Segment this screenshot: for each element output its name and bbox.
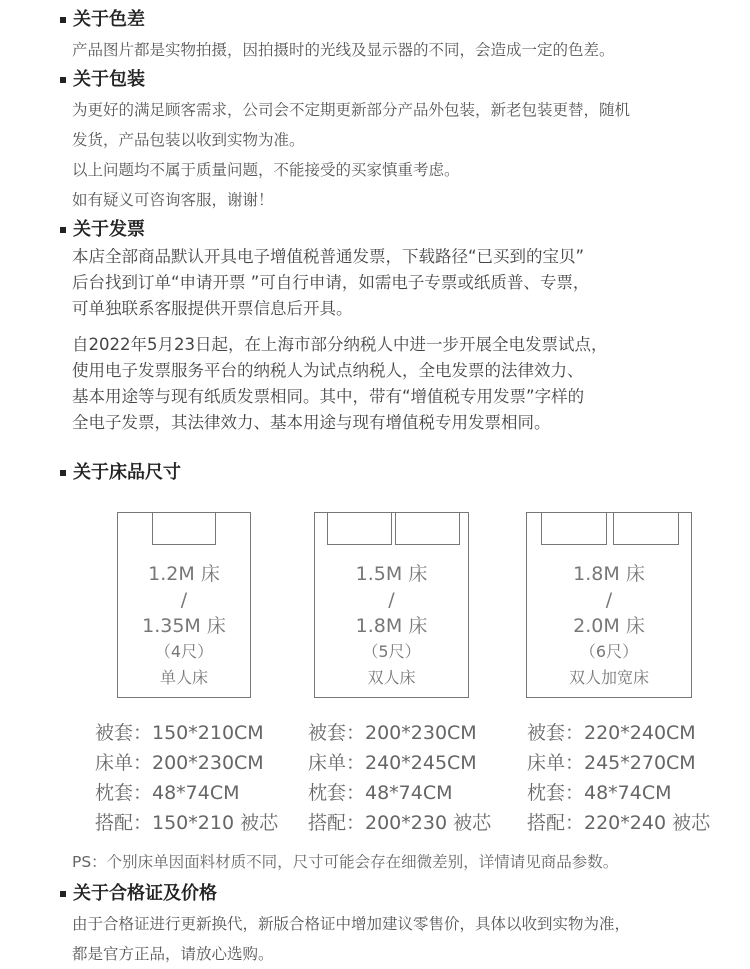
spec-item: 被套：150*210CM	[95, 722, 264, 744]
text-line: 为更好的满足顾客需求，公司会不定期更新部分产品外包装，新老包装更替，随机	[72, 101, 631, 119]
text-line: 由于合格证进行更新换代，新版合格证中增加建议零售价，具体以收到实物为准，	[72, 915, 631, 933]
section-heading	[60, 68, 730, 92]
bed-size: 1.2M 床	[148, 563, 220, 585]
text-line: 产品图片都是实物拍摄，因拍摄时的光线及显示器的不同，会造成一定的色差。	[72, 41, 615, 59]
text-line: 使用电子发票服务平台的纳税人为试点纳税人，全电发票的法律效力、	[72, 361, 584, 380]
section-heading	[60, 218, 730, 242]
pillow-icon	[613, 512, 679, 545]
section-bedding-size	[60, 461, 730, 485]
section-packaging	[60, 68, 730, 215]
spec-item: 被套：220*240CM	[527, 722, 696, 744]
paragraph	[72, 909, 730, 969]
pillow-icon	[395, 512, 460, 545]
text-line: 基本用途等与现有纸质发票相同。其中，带有“增值税专用发票”字样的	[72, 387, 585, 406]
spec-item: 枕套：48*74CM	[95, 782, 240, 804]
bed-diagram-single	[117, 512, 251, 698]
bed-size: 1.35M 床	[142, 615, 226, 637]
text-line: 都是官方正品，请放心选购。	[72, 945, 274, 963]
spec-item: 搭配：150*210 被芯	[95, 812, 279, 834]
bed-separator: /	[605, 589, 613, 611]
bed-chi: （5尺）	[362, 642, 421, 661]
spec-item: 床单：200*230CM	[95, 752, 264, 774]
bed-type: 双人床	[367, 668, 416, 687]
bed-size: 2.0M 床	[573, 615, 645, 637]
bed-label	[315, 561, 468, 691]
paragraph	[72, 332, 730, 436]
heading-text: 关于发票	[73, 219, 145, 240]
text-line: 后台找到订单“申请开票 ”可自行申请，如需电子专票或纸质普、专票，	[72, 273, 590, 292]
paragraph	[72, 35, 730, 65]
section-color-difference	[60, 8, 730, 65]
text-line: 本店全部商品默认开具电子增值税普通发票，下载路径“已买到的宝贝”	[72, 247, 585, 266]
heading-text: 关于色差	[73, 9, 145, 30]
heading-text: 关于包装	[73, 69, 145, 90]
pillow-icon	[327, 512, 392, 545]
bullet-icon	[60, 77, 66, 83]
spec-item: 枕套：48*74CM	[308, 782, 453, 804]
bed-chi: （4尺）	[154, 642, 214, 661]
bed-label	[118, 561, 250, 691]
bed-size: 1.8M 床	[573, 563, 645, 585]
text-line: 如有疑义可咨询客服，谢谢！	[72, 191, 274, 209]
section-heading	[60, 461, 730, 485]
pillow-icon	[152, 512, 216, 545]
pillow-icon	[541, 512, 607, 545]
bed-diagram-wide	[526, 512, 692, 698]
heading-text: 关于合格证及价格	[73, 883, 217, 904]
size-note: PS：个别床单因面料材质不同，尺寸可能会存在细微差别，详情请见商品参数。	[72, 853, 619, 871]
section-invoice	[60, 218, 730, 436]
spec-item: 搭配：200*230 被芯	[308, 812, 492, 834]
bed-type: 双人加宽床	[568, 668, 649, 687]
text-line: 发货，产品包装以收到实物为准。	[72, 131, 305, 149]
bed-label	[527, 561, 691, 691]
section-certificate	[60, 882, 730, 969]
heading-text: 关于床品尺寸	[73, 462, 181, 483]
spec-list-single	[95, 718, 278, 838]
bed-separator: /	[180, 589, 188, 611]
bed-chi: （6尺）	[579, 642, 639, 661]
bed-size: 1.5M 床	[355, 563, 428, 585]
bullet-icon	[60, 227, 66, 233]
bed-size: 1.8M 床	[355, 615, 428, 637]
bed-diagram-double	[314, 512, 469, 698]
paragraph	[72, 244, 730, 322]
bullet-icon	[60, 891, 66, 897]
text-line: 以上问题均不属于质量问题，不能接受的买家慎重考虑。	[72, 161, 460, 179]
paragraph	[72, 95, 730, 215]
spec-item: 床单：245*270CM	[527, 752, 696, 774]
bed-type: 单人床	[159, 668, 208, 687]
section-heading	[60, 8, 730, 32]
bed-separator: /	[388, 589, 395, 611]
bullet-icon	[60, 17, 66, 23]
text-line: 自2022年5月23日起，在上海市部分纳税人中进一步开展全电发票试点，	[72, 335, 608, 354]
spec-item: 被套：200*230CM	[308, 722, 477, 744]
spec-list-wide	[527, 718, 710, 838]
spec-item: 搭配：220*240 被芯	[527, 812, 711, 834]
spec-item: 枕套：48*74CM	[527, 782, 672, 804]
bullet-icon	[60, 470, 66, 476]
spec-list-double	[308, 718, 491, 838]
spec-item: 床单：240*245CM	[308, 752, 477, 774]
text-line: 全电子发票，其法律效力、基本用途与现有增值税专用发票相同。	[72, 413, 551, 432]
text-line: 可单独联系客服提供开票信息后开具。	[72, 299, 353, 318]
section-heading	[60, 882, 730, 906]
